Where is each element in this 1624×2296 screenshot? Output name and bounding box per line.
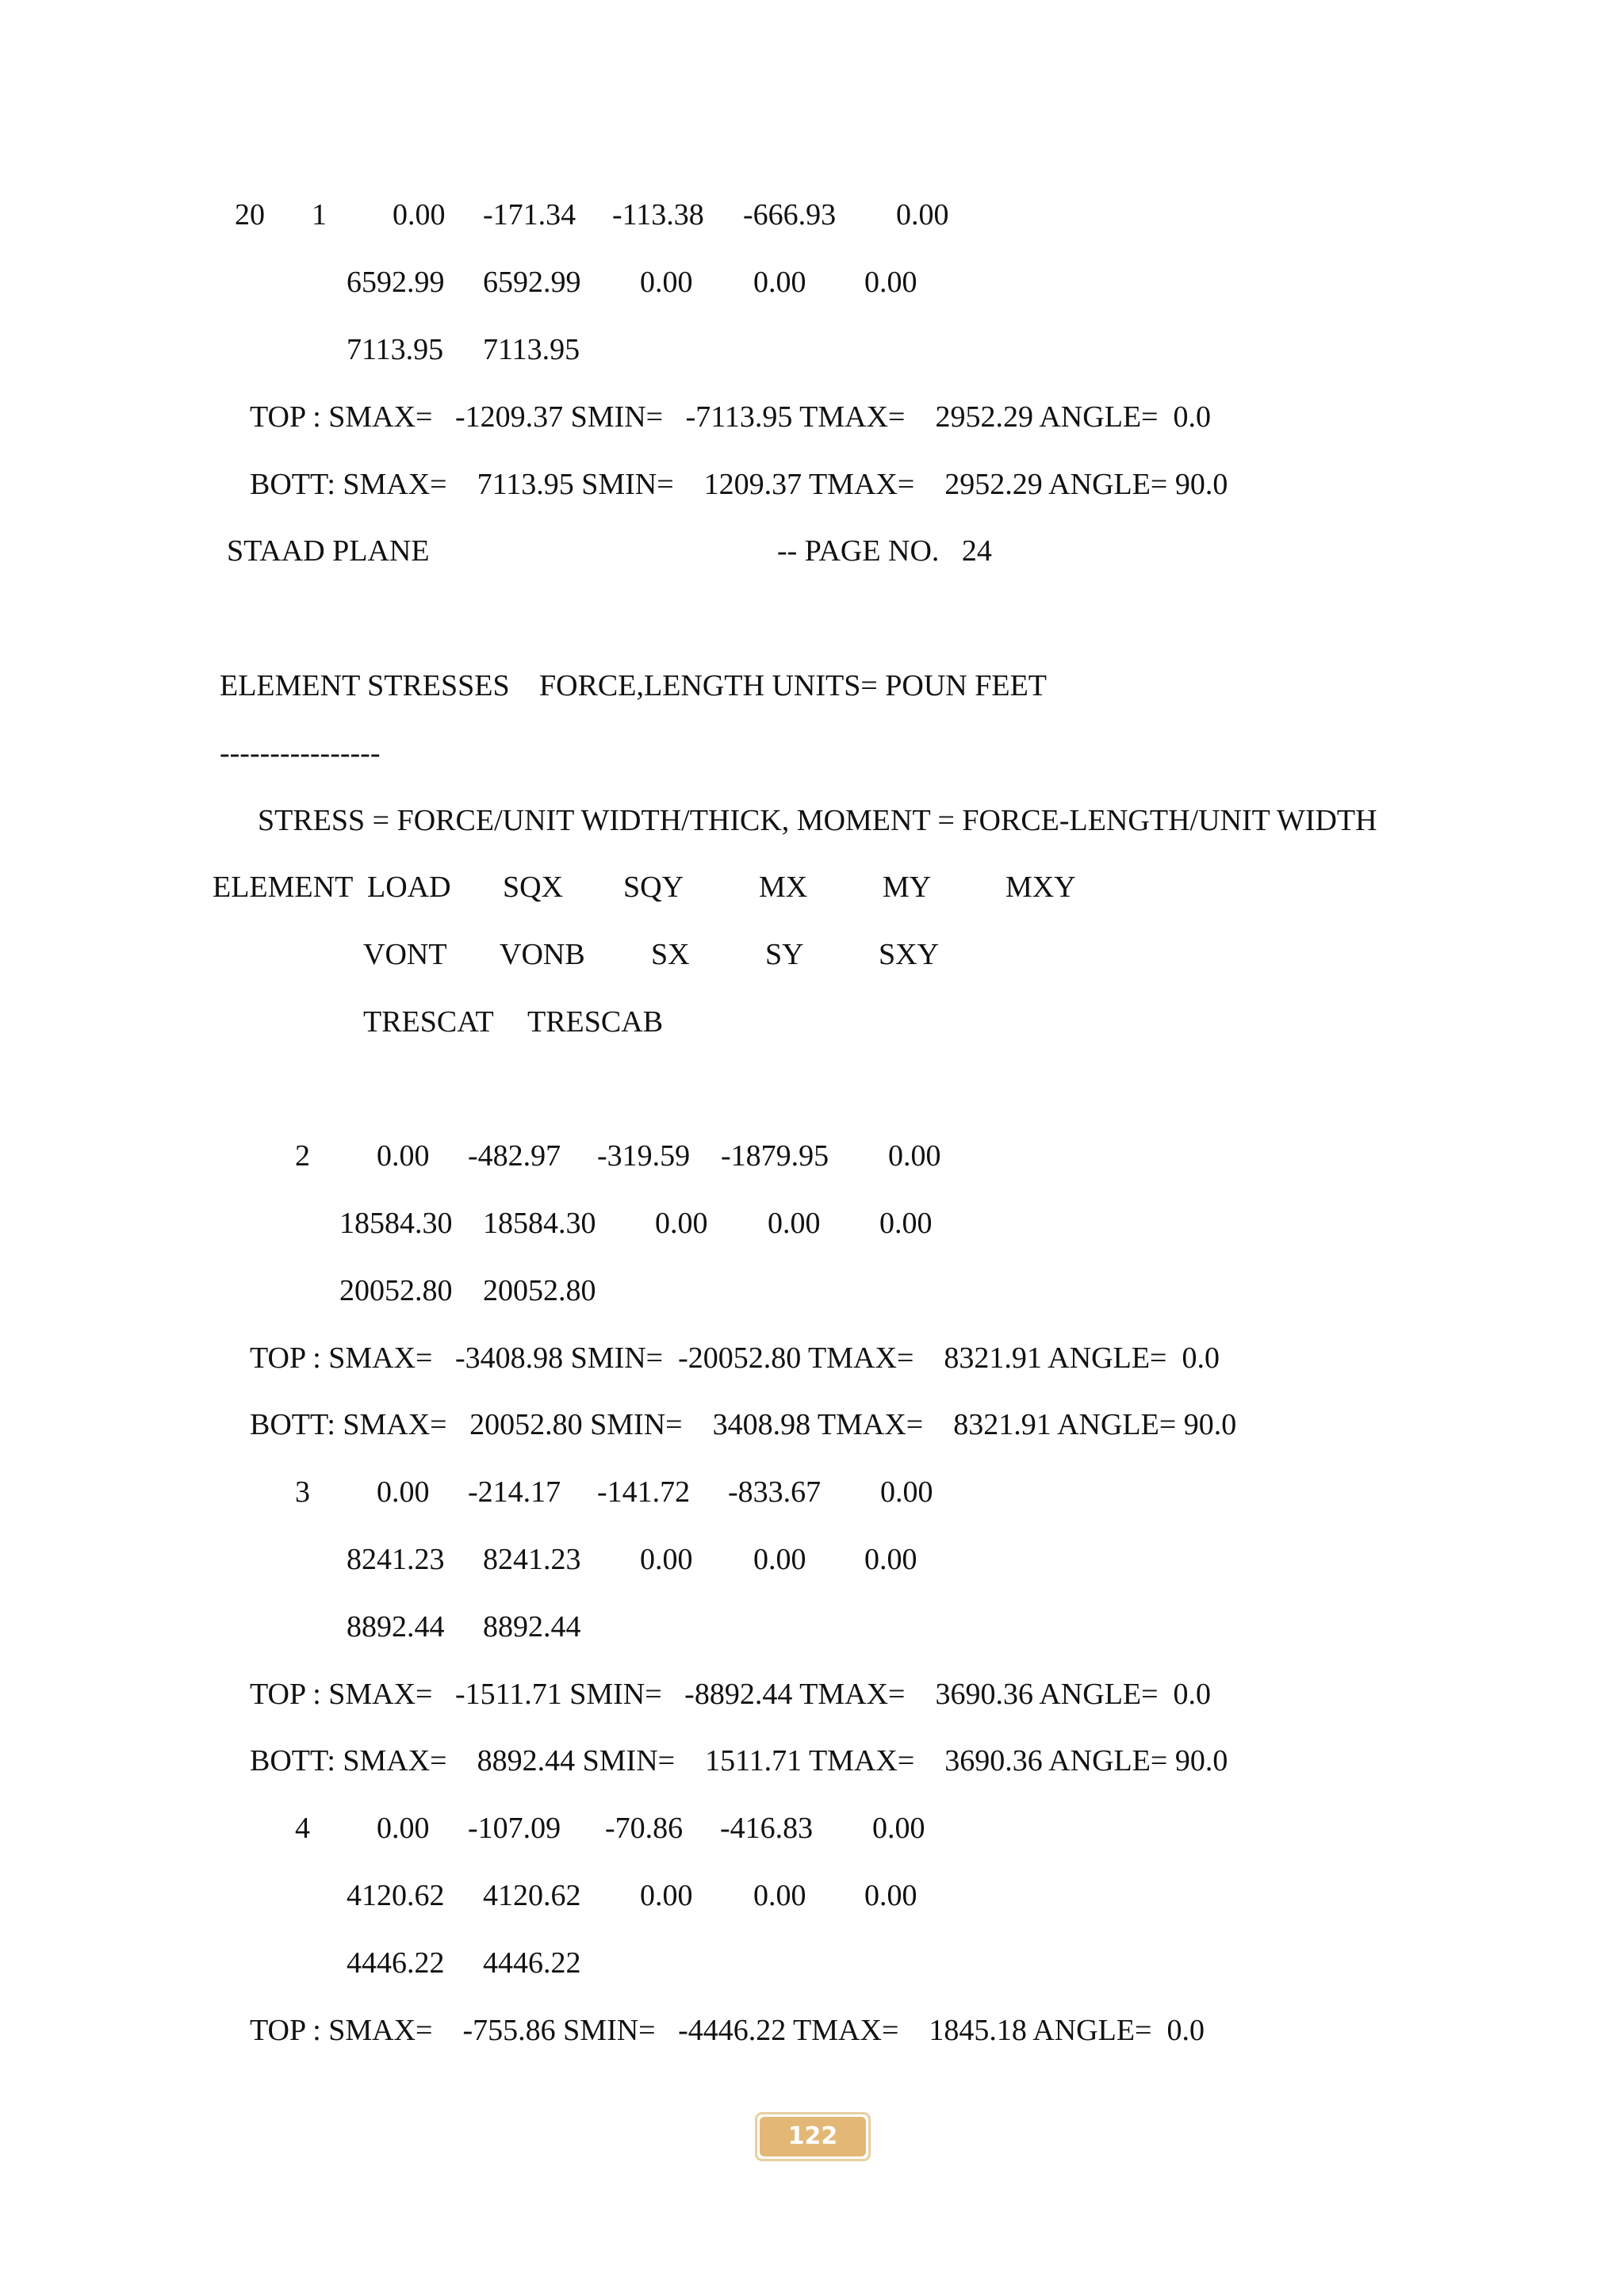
sqx-value: 0.00 xyxy=(393,198,446,232)
col-sqy: SQY xyxy=(623,871,684,904)
my-value: -833.67 xyxy=(728,1475,822,1509)
trescab-value: 20052.80 xyxy=(483,1274,596,1307)
element-3-top-summary: TOP : SMAX= -1511.71 SMIN= -8892.44 TMAX= 3690.36 ANGLE= 0.0 xyxy=(250,1678,1212,1711)
trescab-value: 4446.22 xyxy=(483,1946,581,1980)
my-value: -416.83 xyxy=(720,1812,814,1845)
element-3-bott-summary: BOTT: SMAX= 8892.44 SMIN= 1511.71 TMAX= 3690.36 ANGLE= 90.0 xyxy=(250,1744,1228,1777)
sxy-value: 0.00 xyxy=(864,1543,917,1576)
sy-value: 0.00 xyxy=(753,1879,806,1912)
my-value: -1879.95 xyxy=(721,1139,829,1173)
vonb-value: 6592.99 xyxy=(483,266,581,299)
load-number: 2 xyxy=(295,1139,310,1173)
sxy-value: 0.00 xyxy=(879,1207,933,1240)
sx-value: 0.00 xyxy=(655,1207,708,1240)
mxy-value: 0.00 xyxy=(896,198,949,232)
element-20-top-summary: TOP : SMAX= -1209.37 SMIN= -7113.95 TMAX= 2952.29 ANGLE= 0.0 xyxy=(250,400,1212,434)
load-number: 3 xyxy=(295,1475,310,1509)
element-4-top-summary: TOP : SMAX= -755.86 SMIN= -4446.22 TMAX= 1845.18 ANGLE= 0.0 xyxy=(250,2014,1205,2047)
load-number: 1 xyxy=(312,198,327,232)
sy-value: 0.00 xyxy=(753,1543,806,1576)
my-value: -666.93 xyxy=(743,198,837,232)
element-20-bott-summary: BOTT: SMAX= 7113.95 SMIN= 1209.37 TMAX= 2952.29 ANGLE= 90.0 xyxy=(250,468,1228,501)
col-trescab: TRESCAB xyxy=(527,1005,664,1039)
mx-value: -70.86 xyxy=(605,1812,684,1845)
col-sqx: SQX xyxy=(503,871,564,904)
element-number: 20 xyxy=(235,198,265,232)
vont-value: 6592.99 xyxy=(347,266,445,299)
section-rule: ---------------- xyxy=(220,737,381,770)
mxy-value: 0.00 xyxy=(872,1812,925,1845)
sqx-value: 0.00 xyxy=(377,1139,430,1173)
col-vont: VONT xyxy=(363,938,447,971)
sqy-value: -107.09 xyxy=(468,1812,561,1845)
col-my: MY xyxy=(883,871,932,904)
sqy-value: -214.17 xyxy=(468,1475,561,1509)
units-note: STRESS = FORCE/UNIT WIDTH/THICK, MOMENT = FORCE-LENGTH/UNIT WIDTH xyxy=(258,804,1377,837)
element-2-top-summary: TOP : SMAX= -3408.98 SMIN= -20052.80 TMAX= 8321.91 ANGLE= 0.0 xyxy=(250,1341,1220,1375)
vont-value: 8241.23 xyxy=(347,1543,445,1576)
load-number: 4 xyxy=(295,1812,310,1845)
sy-value: 0.00 xyxy=(753,266,806,299)
sqx-value: 0.00 xyxy=(377,1812,430,1845)
sx-value: 0.00 xyxy=(640,1543,693,1576)
sxy-value: 0.00 xyxy=(864,1879,917,1912)
col-sxy: SXY xyxy=(879,938,940,971)
program-name: STAAD PLANE xyxy=(227,534,430,568)
sqx-value: 0.00 xyxy=(377,1475,430,1509)
sx-value: 0.00 xyxy=(640,1879,693,1912)
sy-value: 0.00 xyxy=(768,1207,821,1240)
mx-value: -113.38 xyxy=(612,198,704,232)
vonb-value: 8241.23 xyxy=(483,1543,581,1576)
section-title-text: ELEMENT STRESSES xyxy=(220,669,510,702)
sqy-value: -171.34 xyxy=(483,198,576,232)
col-mx: MX xyxy=(759,871,808,904)
page-number-badge xyxy=(755,2112,871,2161)
vonb-value: 18584.30 xyxy=(483,1207,596,1240)
vonb-value: 4120.62 xyxy=(483,1879,581,1912)
col-sx: SX xyxy=(651,938,690,971)
page-number-label: -- PAGE NO. 24 xyxy=(777,534,992,568)
element-2-bott-summary: BOTT: SMAX= 20052.80 SMIN= 3408.98 TMAX= 8321.91 ANGLE= 90.0 xyxy=(250,1408,1237,1441)
trescat-value: 4446.22 xyxy=(347,1946,445,1980)
col-load: LOAD xyxy=(367,871,451,904)
vont-value: 4120.62 xyxy=(347,1879,445,1912)
trescab-value: 8892.44 xyxy=(483,1610,581,1644)
trescat-value: 20052.80 xyxy=(339,1274,453,1307)
mxy-value: 0.00 xyxy=(888,1139,941,1173)
trescat-value: 7113.95 xyxy=(347,333,444,366)
vont-value: 18584.30 xyxy=(339,1207,453,1240)
mxy-value: 0.00 xyxy=(880,1475,933,1509)
sqy-value: -482.97 xyxy=(468,1139,561,1173)
mx-value: -319.59 xyxy=(597,1139,691,1173)
trescat-value: 8892.44 xyxy=(347,1610,445,1644)
sxy-value: 0.00 xyxy=(864,266,917,299)
col-sy: SY xyxy=(765,938,804,971)
col-trescat: TRESCAT xyxy=(363,1005,494,1039)
col-vonb: VONB xyxy=(500,938,585,971)
col-element: ELEMENT xyxy=(213,871,354,904)
sx-value: 0.00 xyxy=(640,266,693,299)
mx-value: -141.72 xyxy=(597,1475,691,1509)
col-mxy: MXY xyxy=(1005,871,1076,904)
trescab-value: 7113.95 xyxy=(483,333,580,366)
units-label: FORCE,LENGTH UNITS= POUN FEET xyxy=(539,669,1047,702)
page-number: 122 xyxy=(760,2117,866,2156)
